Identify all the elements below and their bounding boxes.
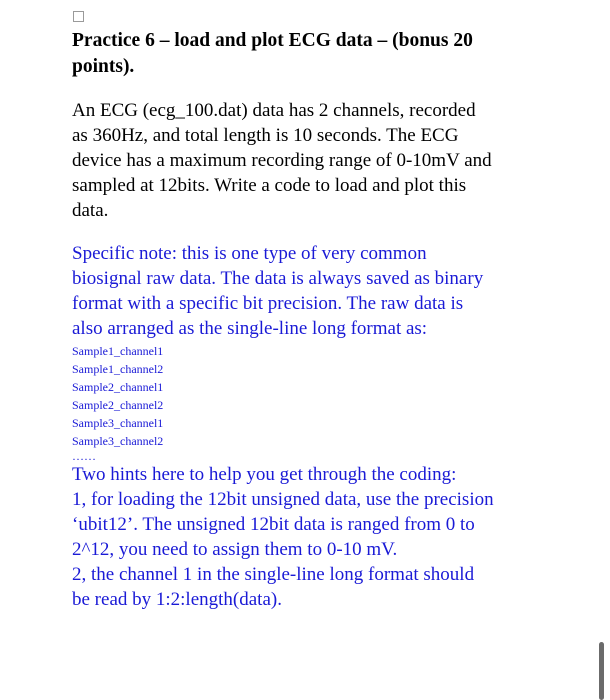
- note-line: format with a specific bit precision. The raw data is: [72, 293, 464, 314]
- sample-list: [72, 342, 547, 450]
- title-line: Practice 6 – load and plot ECG data – (bonus 20: [72, 30, 473, 51]
- hint-line: Two hints here to help you get through the coding:: [72, 464, 457, 485]
- intro-line: as 360Hz, and total length is 10 seconds. The ECG: [72, 125, 459, 146]
- note-line: Specific note: this is one type of very common: [72, 243, 427, 264]
- hint-line: 1, for loading the 12bit unsigned data, use the precision: [72, 489, 494, 510]
- title-line: points).: [72, 56, 135, 77]
- sample-item: Sample3_channel2: [72, 434, 164, 448]
- document-page: [72, 28, 547, 612]
- note-line: biosignal raw data. The data is always saved as binary: [72, 268, 484, 289]
- sample-item: Sample2_channel2: [72, 398, 164, 412]
- sample-ellipsis: ……: [72, 449, 96, 463]
- intro-line: An ECG (ecg_100.dat) data has 2 channels, recorded: [72, 100, 476, 121]
- intro-line: data.: [72, 200, 109, 221]
- hint-line: 2, the channel 1 in the single-line long format should: [72, 564, 475, 585]
- checkbox[interactable]: [73, 11, 84, 22]
- intro-paragraph: [72, 98, 547, 223]
- note-line: also arranged as the single-line long format as:: [72, 318, 428, 339]
- hint-line: ‘ubit12’. The unsigned 12bit data is ranged from 0 to: [72, 514, 475, 535]
- intro-line: device has a maximum recording range of 0-10mV and: [72, 150, 492, 171]
- specific-note-paragraph: [72, 241, 547, 341]
- sample-item: Sample1_channel1: [72, 344, 164, 358]
- hint-line: 2^12, you need to assign them to 0-10 mV.: [72, 539, 398, 560]
- intro-line: sampled at 12bits. Write a code to load and plot this: [72, 175, 467, 196]
- sample-item: Sample2_channel1: [72, 380, 164, 394]
- hint-line: be read by 1:2:length(data).: [72, 589, 282, 610]
- hints-paragraph: [72, 462, 547, 612]
- sample-item: Sample1_channel2: [72, 362, 164, 376]
- practice-title: [72, 28, 547, 80]
- vertical-scrollbar[interactable]: [599, 642, 604, 700]
- sample-item: Sample3_channel1: [72, 416, 164, 430]
